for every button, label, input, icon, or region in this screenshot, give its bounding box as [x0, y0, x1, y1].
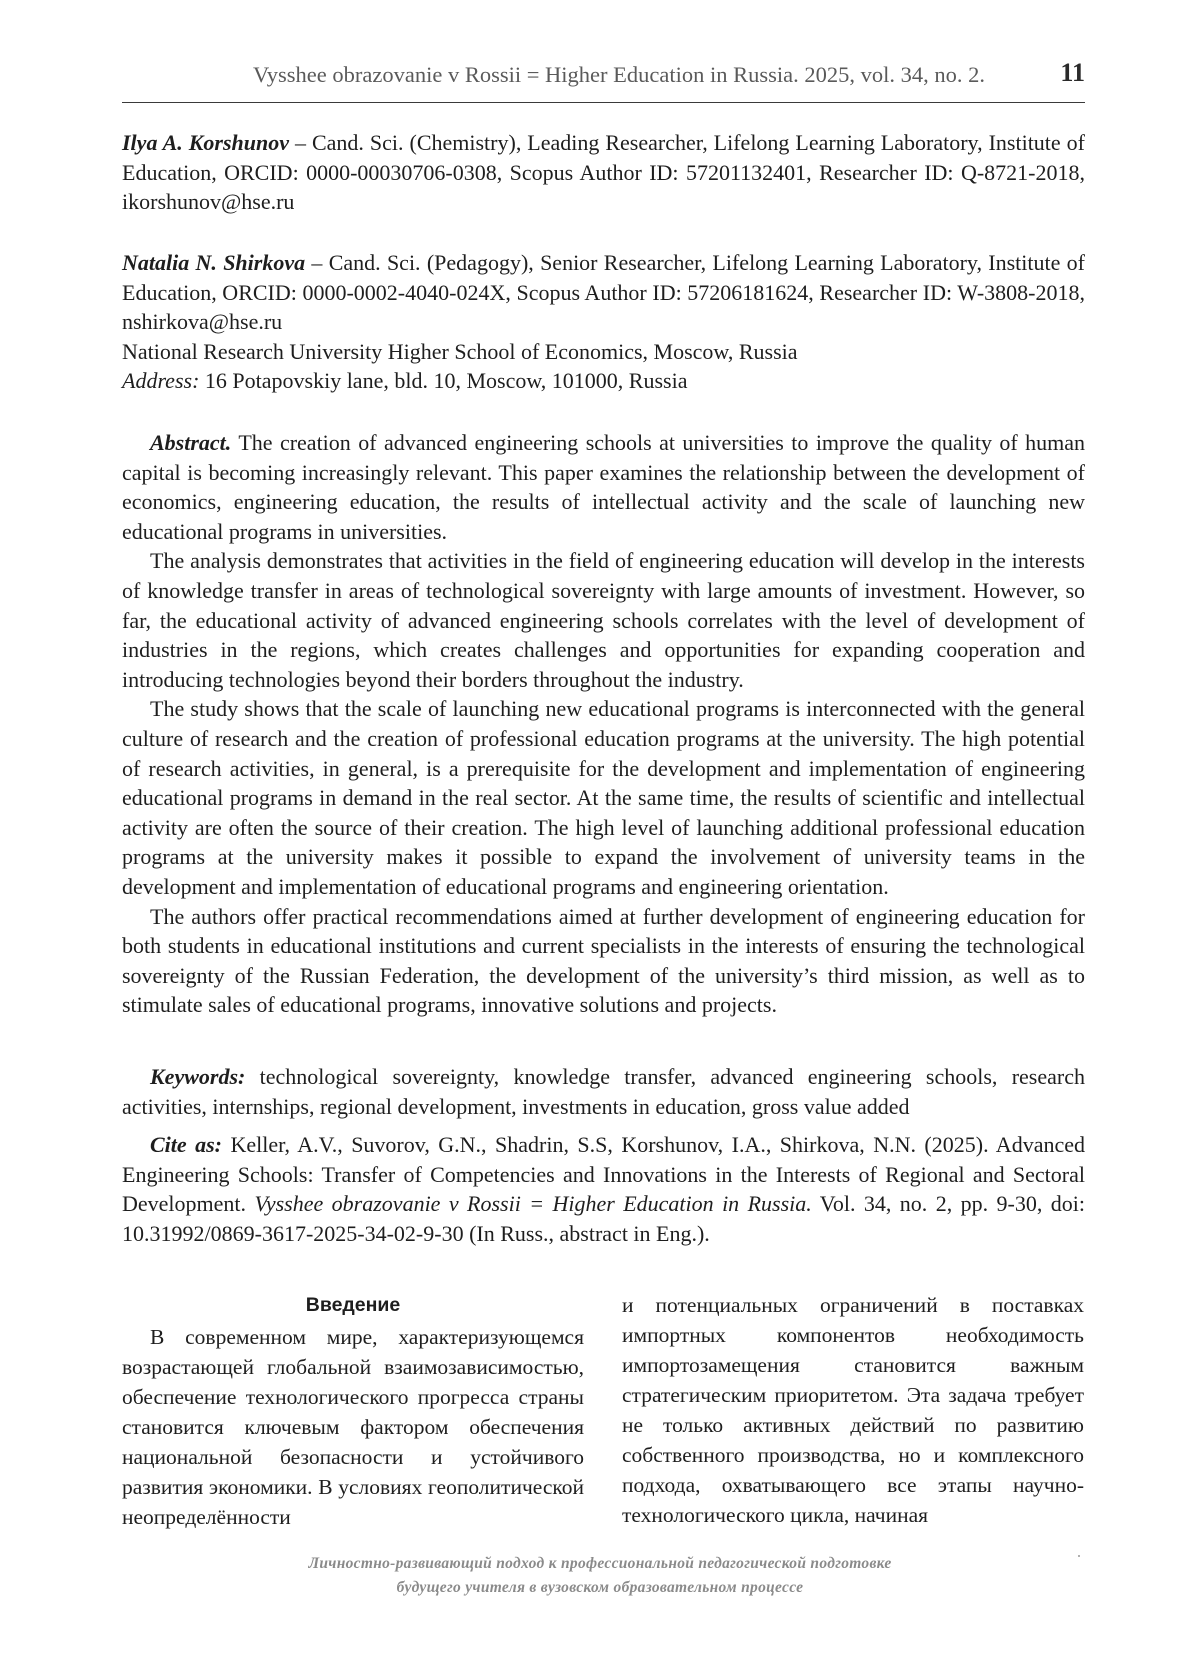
abstract-paragraph: The analysis demonstrates that activities in the field of engineering education will develop in the interests of knowledge transfer in areas of technological sovereignty with large amounts of investment. However, so far, the educational activity of advanced engineering schools correlates with the level of development of industries in the regions, which creates challenges and opportunities for expanding cooperation and introducing technologies beyond their borders throughout the industry. — [122, 548, 1085, 692]
cite-label: Cite as: — [150, 1132, 223, 1157]
footer-mark — [1078, 1555, 1080, 1557]
running-footer — [160, 1552, 1040, 1600]
body-column-right — [622, 1290, 1084, 1530]
author-name: Natalia N. Shirkova — [122, 250, 306, 275]
affiliation: National Research University Higher School of Economics, Moscow, Russia — [122, 338, 798, 364]
author-details: – Cand. Sci. (Chemistry), Leading Researcher, Lifelong Learning Laboratory, Institute of Education, ORCID: 0000-00030706-0308, Scopus Author ID: 57201132401, Researcher ID: Q-8721-2018, ikorshunov@hse.ru — [122, 130, 1085, 215]
author-name: Ilya A. Korshunov — [122, 130, 290, 155]
address — [122, 366, 1085, 396]
abstract-text: The creation of advanced engineering schools at universities to improve the quality of human capital is becoming increasingly relevant. This paper examines the relationship between the development of economics, engineering education, the results of intellectual activity and the scale of launching new educational programs in universities. — [122, 430, 1085, 544]
address-value: 16 Potapovskiy lane, bld. 10, Moscow, 101000, Russia — [199, 368, 688, 394]
cite-text: Keller, A.V., Suvorov, G.N., Shadrin, S.S, Korshunov, I.A., Shirkova, N.N. (2025). Advanced Engineering Schools: Transfer of Competencies and Innovations in the Interests of Regional and Sectoral Development. — [122, 1132, 1085, 1217]
keywords-label: Keywords: — [150, 1064, 246, 1089]
keywords — [122, 1062, 1085, 1121]
footer-line: Личностно-развивающий подход к профессиональной педагогической подготовке — [308, 1555, 892, 1572]
running-header — [122, 58, 1085, 103]
author-info-2 — [122, 248, 1085, 396]
citation — [122, 1130, 1085, 1248]
body-paragraph: В современном мире, характеризующемся возрастающей глобальной взаимозависимостью, обеспечение технологического прогресса страны становится ключевым фактором обеспечения национальной безопасности и устойчивого развития экономики. В условиях геополитической неопределённости — [122, 1325, 584, 1529]
section-title: Введение — [305, 1294, 401, 1316]
abstract-paragraph: The study shows that the scale of launching new educational programs is interconnected with the general culture of research and the creation of professional education programs at the university. The high potential of research activities, in general, is a prerequisite for the development and implementation of engineering educational programs in demand in the real sector. At the same time, the results of scientific and intellectual activity are often the source of their creation. The high level of launching additional professional education programs at the university makes it possible to expand the involvement of university teams in the development and implementation of educational programs and engineering orientation. — [122, 696, 1085, 899]
abstract-label: Abstract. — [150, 430, 232, 455]
address-label: Address: — [122, 368, 200, 394]
footer-line: будущего учителя в вузовском образовательном процессе — [396, 1579, 804, 1596]
cite-journal: Vysshee obrazovanie v Rossii = Higher Education in Russia. — [254, 1191, 812, 1217]
cite-details: Vol. 34, no. 2, pp. 9-30, doi: 10.31992/0869-3617-2025-34-02-9-30 (In Russ., abstract in Eng.). — [122, 1191, 1085, 1246]
abstract — [122, 428, 1085, 1020]
body-paragraph: и потенциальных ограничений в поставках импортных компонентов необходимость импортозамещения становится важным стратегическим приоритетом. Эта задача требует не только активных действий по развитию собственного производства, но и комплексного подхода, охватывающего все этапы научно-технологического цикла, начиная — [622, 1293, 1084, 1527]
author-details: – Cand. Sci. (Pedagogy), Senior Researcher, Lifelong Learning Laboratory, Institute of Education, ORCID: 0000-0002-4040-024X, Scopus Author ID: 57206181624, Researcher ID: W-3808-2018, nshirkova@hse.ru — [122, 250, 1085, 335]
page-number: 11 — [1060, 58, 1085, 87]
journal-title: Vysshee obrazovanie v Rossii = Higher Education in Russia. 2025, vol. 34, no. 2. — [253, 62, 985, 87]
body-column-left — [122, 1290, 584, 1532]
author-info-1 — [122, 128, 1085, 217]
keywords-text: technological sovereignty, knowledge transfer, advanced engineering schools, research activities, internships, regional development, investments in education, gross value added — [122, 1064, 1085, 1119]
abstract-paragraph: The authors offer practical recommendations aimed at further development of engineering education for both students in educational institutions and current specialists in the interests of ensuring the technological sovereignty of the Russian Federation, the development of the university’s third mission, as well as to stimulate sales of educational programs, innovative solutions and projects. — [122, 903, 1085, 1018]
abstract-paragraph — [122, 428, 1085, 546]
